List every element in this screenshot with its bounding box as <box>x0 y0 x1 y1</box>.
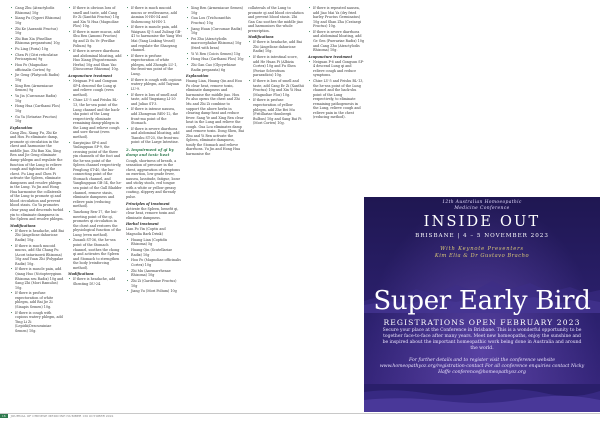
list-item: • If there is headache, add Bai Zhi (Angelicae dahuricae Radix) 10g. <box>10 229 64 243</box>
list-item: • If there is obvious loss of smell and taste, add Cang Er Zi (Xanthii Fructus) 10g and Xin Yi Hua (Magnoliae Flos) 10g. <box>68 6 122 29</box>
list-item: • Chize LU-5 and Feishu BL-13, the he-sea point of the Lung channel and the back-shu point of the Lung respectively, to eliminate remaining pathogenesis in the Lung, relieve cough and relieve pain in the chest (reducing method). <box>308 79 364 120</box>
column-5 <box>248 6 304 127</box>
modifications-list <box>308 6 364 53</box>
water-reflection-graphic <box>364 384 600 412</box>
list-item: • Sanyinjiao SP-6 and Yinlingquan SP-9, the crossing point of the three yin channels of the foot and the he-sea point of the Spleen channel respectively, Fenglong ST-40, the luo-connecting point of the Stomach channel, and Yanglingquan GB-34, the he-sea point of the Gall Bladder channel, remove stasis, eliminate dampness and relieve pain (reducing method). <box>68 141 122 209</box>
journal-name: JOURNAL OF CHINESE MEDICINE NUMBER 130 OCTOBER 2022 <box>10 414 114 418</box>
list-item: • Huang Lian (Coptidis Rhizoma) 5g <box>126 238 182 247</box>
ad-registration: REGISTRATIONS OPEN FEBRUARY 2023 <box>383 318 581 327</box>
column-1 <box>10 6 64 335</box>
acupuncture-list <box>308 60 364 120</box>
explanation-text: Huang Lian, Huang Qin and Hou Po clear heat, remove toxin, eliminate dampness and harmonise the middle jiao. Hou Po also opens the chest and Zhi Mu and Zhi Zi combine to support the above herbs in clearing damp-heat and reduce fever. Sang Ye and Xing Ren clear heat in the Lung and relieve the cough. Gua Lou eliminates damp and remove toxin. Dong Shen, Bai Zhu and Yi Ren activate the Spleen, eliminate dampness, tonify the Stomach and relieve diarrhoea. Yu Jin and Hong Hua harmonise the <box>186 79 244 157</box>
list-item: • Jie Geng (Platycodi Radix) 10g <box>10 73 64 82</box>
list-item: • If there is profuse expectoration of white phlegm, add Bai Jie Zi (Sinapis Semen) 10g. <box>10 291 64 309</box>
ad-headline: Super Early Bird <box>373 286 591 316</box>
list-item: • If there is muscle pain, add Waiguan SJ-5 and Zulinqi GB-41 to harmonise the Yang Wei Mai (Yang Linking Vessel) and regulate the Shaoyang channel. <box>126 25 182 52</box>
list-item: • Huang Qin (Scutellariae Radix) 10g <box>126 248 182 257</box>
list-item: • Hou Po (Magnoliae officinalis Cortex) 10g <box>126 258 182 267</box>
list-item: • If there is cough with copious watery phlegm, add Taiyuan LU-9. <box>126 78 182 92</box>
explanation-text: Cang Zhu, Xiang Fu, Zhi Ke and Hou Po eliminate damp, promote qi circulation in the chest and harmonise the middle Jiao. Zhi Ban Xia, Xing Ren and Jie Geng eliminate damp-phlegm and regulate the function of the Lung to relieve cough and tightness of the chest. Fu Ling and Chen Pi activate the Spleen, eliminate dampness and resolve phlegm in the Lung. Yu Jin and Hong Hua harmonise the collaterals of the Lung to promote qi and blood circulation and prevent blood stasis. Gu Ya promotes clear yang and descends turbid yin to eliminate dampness in the Spleen and resolve phlegm. <box>10 130 64 222</box>
list-item: • Jiang Huan (Curcumae Radix) 10g <box>186 27 244 36</box>
list-item: • If there is more mucus, add Shu Ren (Amomi Fructus) 6g and Zi Su Ye (Perillae Folium) 9g. <box>68 30 122 48</box>
acupuncture-heading: Acupuncture treatment <box>308 54 353 59</box>
page-footer <box>0 414 113 420</box>
list-item: • Zhi Ban Xia (Pinelliae Rhizoma preparatum) 10g <box>10 37 64 46</box>
herbal-heading: Herbal treatment <box>126 222 159 227</box>
list-item: • Zusanli ST-36, the he-sea point of the Stomach channel, soothes the chong qi and activates the Spleen and Stomach to strengthen the body (reinforcing method). <box>68 238 122 270</box>
explanation-heading: Explanation <box>10 125 33 130</box>
conference-advertisement[interactable] <box>364 197 600 412</box>
column-6 <box>308 6 364 121</box>
list-item: • If there is cough with copious watery phlegm, add Ting Li Zi (Lepidii/Descurainiae Semen) 10g. <box>10 311 64 334</box>
modifications-heading: Modifications <box>68 272 94 277</box>
list-item: • Chize LU-5 and Feishu BL-13, the he-sea point of the Lung channel and the back-shu point of the Lung respectively, eliminate remaining damp-phlegm in the Lung and relieve cough and sore throat (even method). <box>68 98 122 139</box>
herbal-formula: Lian Po Yin (Coptis and Magnolia Bark Drink) <box>126 227 166 236</box>
list-item: • Neiguan P-6 and Gongsun SP-4 descend Lung qi and relieve cough and reduce symptoms. <box>308 60 364 78</box>
list-item: • Pei Zhu (Atractylodis macrocephalae Rhizoma) 10g (fried with bran) <box>186 37 244 51</box>
continued-text: collaterals of the Lung to promote qi and blood circulation and prevent blood stasis. Zhi Gan Cao soothes the middle jiao and harmonises the whole prescription. <box>248 6 304 33</box>
list-item: • Zhi Ke (Aurantii Fructus) 10g <box>10 27 64 36</box>
herb-list <box>126 238 182 294</box>
list-item: • Hong Hua (Carthami Flos) 10g <box>186 57 244 62</box>
herb-list <box>10 6 64 124</box>
ad-keynote-label: With Keynote Presenters <box>440 246 524 252</box>
list-item: • If there is profuse expectoration of white phlegm, add Zhongfu LU-1, the front-mu point of the Lung. <box>126 54 182 77</box>
modifications-list <box>126 6 182 145</box>
modifications-heading: Modifications <box>10 223 36 228</box>
list-item: • Hong Hua (Carthami Flos) 10g <box>10 104 64 113</box>
list-item: • Zhi Gan Cao (Glycyrrhizae Radix preparata) 6g <box>186 63 244 72</box>
list-item: • If there is severe diarrhoea and abdominal bloating, add Tianshu ST-25, the front-mu point of the Large Intestine. <box>126 127 182 145</box>
ad-title: INSIDE OUT <box>423 214 541 230</box>
modifications-heading: Modifications <box>248 35 274 40</box>
modifications-list <box>248 40 304 125</box>
list-item: • If there is profuse expectoration of yellow phlegm, add Zhe Bei Mu (Fritillariae thunbergii Bulbus) 10g and Sang Bai Pi (Mori Cortex) 10g. <box>248 98 304 125</box>
modifications-list <box>68 277 122 286</box>
ad-presenters: Kim Elia & Dr Gustavo Bracho <box>434 253 530 259</box>
list-item: • Gua Lou (Trichosanthis Fructus) 10g <box>186 16 244 25</box>
principles-heading: Principles of treatment <box>126 201 170 206</box>
list-item: • Fu Ling (Poria) 10g <box>10 47 64 52</box>
list-item: • Yu Jin (Curcumae Radix) 10g <box>10 94 64 103</box>
acupuncture-heading: Acupuncture treatment <box>68 74 113 79</box>
list-item: • Zhi Zi (Gardeniae Fructus) 10g <box>126 279 182 288</box>
list-item: • If there is headache, add Bai Zhi (Angelicae dahuricae Radix) 10g. <box>248 40 304 54</box>
column-2 <box>68 6 122 288</box>
list-item: • If there is muscle pain, add Qiang Huo (Notopterygium Rhizoma seu Radix) 10g and Sang Zhi (Mori Ramulus) 10g. <box>10 267 64 290</box>
list-item: • If there is loss of smell and taste, add Yingxiang LI-20 and Juliao ST-3. <box>126 93 182 107</box>
section-heading: 2. Impairment of qi by damp and toxic heat <box>126 146 174 157</box>
list-item: • If there is severe diarrhoea and abdominal bloating, add Ge Gen (Puerariae Radix) 10g and Cang Zhu (Atractylodis Rhizoma) 10g. <box>308 30 364 53</box>
section-text: Cough, shortness of breath, a sensation of pressure in the chest, aggravation of symptoms on exertion, low grade fever, nausea, lassitude, fatigue, loose and sticky stools, red tongue with a white or yellow greasy coating, slippery and thready pulse. <box>126 158 181 199</box>
list-item: • Tanzhong Ren-17, the hui-meeting point of the qi, promotes qi circulation in the chest and restores the physiological function of the Lung (even method). <box>68 210 122 237</box>
list-item: • Jiang Yu (Mori Folium) 10g <box>126 289 182 294</box>
principles-text: Activate the Spleen, benefit qi, clear heat, remove toxin and eliminate dampness. <box>126 206 179 220</box>
page-number: 16 <box>2 414 6 418</box>
list-item: • Xing Ren (Armeniacae Semen) 10g <box>186 6 244 15</box>
ad-description: Secure your place at the Conference in Brisbane. This is a wonderful opportunity to be together face-to-face after many years. Meet new homeopaths, enjoy the sunshine and be inspired about the important homeopathic work being done in Australia and around the world. <box>382 328 582 351</box>
list-item: • If there is intestinal score, add He Huan Pi (Albizia Cortex) 10g and Fu Shen (Poriae Sclerotium pararadicis) 10g. <box>248 55 304 78</box>
list-item: • If there is repeated nausea, add Jiao Mai Ya (dry fried barley Fructus Germinatus) 10g and Shan Zha (Crataegi Fructus) 10g. <box>308 6 364 29</box>
list-item: • If there is much mucoid mucus or restlessness, add Anmian N-HN-54 and Sishencong M-HN-1. <box>126 6 182 24</box>
list-item: • Hou Po (Magnoliae officinalis Cortex) 9g <box>10 63 64 72</box>
ad-organizer: 12th Australian Homoeopathic Medicine Conference <box>442 200 522 211</box>
ad-contact-info[interactable]: For further details and to register visit the conference website www.homeopathyoz.org/registration-contact For all conference enquiries contact Nicky Haffe conference@homeopathyoz.org <box>379 358 585 375</box>
list-item: • If there is loss of smell and taste, add Cang Er Zi (Xanthii Fructus) 10g and Xin Yi Hua (Magnoliae Flos) 10g. <box>248 79 304 97</box>
list-item: • Cang Zhu (Atractylodis Rhizoma) 10g <box>10 6 64 15</box>
list-item: • Xiang Fu (Cyperi Rhizoma) 10g <box>10 16 64 25</box>
column-3 <box>126 6 182 295</box>
list-item: • If there is severe diarrhoea and abdominal bloating, add Huo Xiang (Pogostemonis Herba) 10g and Shan Yao (Dioscoreae Rhizoma) 10g. <box>68 49 122 72</box>
explanation-heading: Explanation <box>186 74 209 79</box>
herb-list <box>186 6 244 72</box>
list-item: • Yi Yi Ren (Coicis Semen) 15g <box>186 52 244 57</box>
list-item: • If there is headache, add Shenting DU-24. <box>68 277 122 286</box>
acupuncture-list <box>68 79 122 270</box>
list-item: • Gu Ya (Setariae Fructus) 10g <box>10 115 64 124</box>
list-item: • Neiguan P-6 and Gongsun SP-4 descend the Lung qi and relieve cough (even method). <box>68 79 122 97</box>
list-item: • Chen Pi (Citri reticulatae Pericarpium) 9g <box>10 53 64 62</box>
column-4 <box>186 6 244 158</box>
list-item: • If there is intense nausea, add Zhongwan REN-12, the front-mu point of the Stomach. <box>126 107 182 125</box>
modifications-list <box>68 6 122 72</box>
modifications-list <box>10 229 64 334</box>
list-item: • Zhi Mu (Anemarrhenae Rhizoma) 10g <box>126 269 182 278</box>
ad-dates: BRISBANE | 4 – 5 NOVEMBER 2023 <box>415 233 549 239</box>
list-item: • Xing Ren (Armeniacae Semen) 9g <box>10 84 64 93</box>
list-item: • If there is much mucoid mucus, add Shi Chang Pu (Acori tatarinowii Rhizoma) 10g and Yuan Zhi (Polygalae Radix) 10g. <box>10 244 64 267</box>
